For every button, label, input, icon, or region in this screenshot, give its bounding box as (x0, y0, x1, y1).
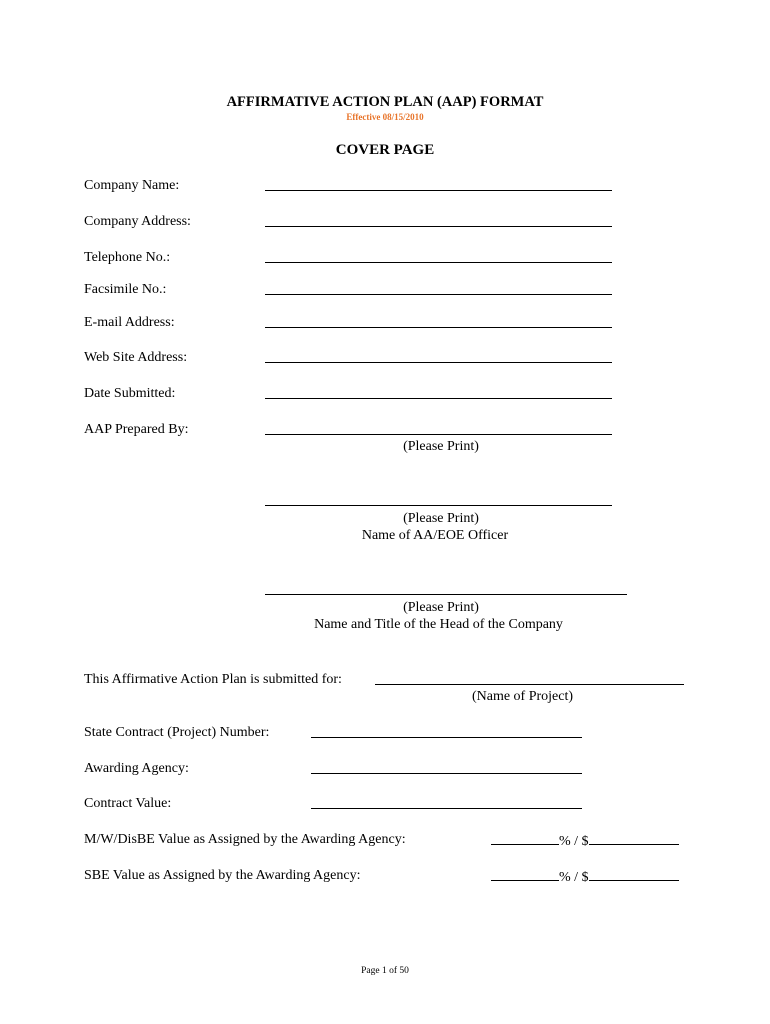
company-address-field[interactable] (265, 226, 612, 227)
email-label: E-mail Address: (84, 315, 175, 330)
mwdisbe-value-label: M/W/DisBE Value as Assigned by the Awarding Agency: (84, 832, 406, 847)
date-submitted-field[interactable] (265, 398, 612, 399)
prepared-by-label: AAP Prepared By: (84, 422, 189, 437)
state-contract-label: State Contract (Project) Number: (84, 725, 270, 740)
facsimile-label: Facsimile No.: (84, 282, 167, 297)
facsimile-field[interactable] (265, 294, 612, 295)
document-title: AFFIRMATIVE ACTION PLAN (AAP) FORMAT (226, 94, 544, 110)
submitted-for-label: This Affirmative Action Plan is submitted for: (84, 672, 342, 687)
mwdisbe-percent-field[interactable] (491, 832, 559, 845)
contract-value-label: Contract Value: (84, 796, 172, 811)
awarding-agency-label: Awarding Agency: (84, 761, 189, 776)
company-name-field[interactable] (265, 190, 612, 191)
date-submitted-label: Date Submitted: (84, 386, 176, 401)
telephone-field[interactable] (265, 262, 612, 263)
percent-dollar-separator: % / $ (559, 834, 589, 849)
please-print-note: (Please Print) (403, 600, 479, 615)
head-of-company-caption: Name and Title of the Head of the Company (314, 617, 563, 632)
aa-eoe-officer-field[interactable] (265, 505, 612, 506)
percent-dollar-separator: % / $ (559, 870, 589, 885)
please-print-note: (Please Print) (403, 511, 479, 526)
sbe-dollar-field[interactable] (589, 868, 679, 881)
sbe-percent-field[interactable] (491, 868, 559, 881)
website-label: Web Site Address: (84, 350, 188, 365)
prepared-by-field[interactable] (265, 434, 612, 435)
awarding-agency-field[interactable] (311, 773, 582, 774)
telephone-label: Telephone No.: (84, 250, 171, 265)
sbe-value-group (491, 868, 679, 886)
state-contract-field[interactable] (311, 737, 582, 738)
email-field[interactable] (265, 327, 612, 328)
company-name-label: Company Name: (84, 178, 180, 193)
company-address-label: Company Address: (84, 214, 191, 229)
name-of-project-caption: (Name of Project) (471, 689, 574, 704)
sbe-value-label: SBE Value as Assigned by the Awarding Agency: (84, 868, 361, 883)
head-of-company-field[interactable] (265, 594, 627, 595)
website-field[interactable] (265, 362, 612, 363)
please-print-note: (Please Print) (403, 439, 479, 454)
effective-date: Effective 08/15/2010 (346, 112, 424, 122)
mwdisbe-dollar-field[interactable] (589, 832, 679, 845)
project-name-field[interactable] (375, 684, 684, 685)
page-number: Page 1 of 50 (361, 966, 409, 976)
section-heading: COVER PAGE (335, 142, 435, 158)
contract-value-field[interactable] (311, 808, 582, 809)
mwdisbe-value-group (491, 832, 679, 850)
aa-eoe-officer-caption: Name of AA/EOE Officer (361, 528, 509, 543)
